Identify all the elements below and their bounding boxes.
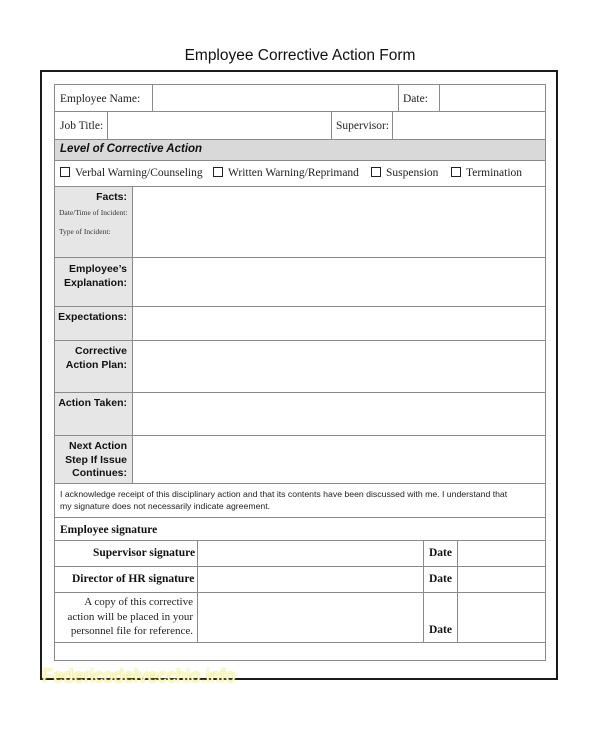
level-heading: Level of Corrective Action <box>60 143 203 155</box>
termination-checkbox[interactable] <box>451 167 522 179</box>
verbal-warning-checkbox[interactable] <box>60 167 203 179</box>
acknowledgement-row <box>54 484 546 518</box>
next-action-label-1: Next Action <box>69 440 127 452</box>
job-title-field[interactable] <box>108 114 330 137</box>
level-options-row <box>54 161 546 187</box>
divider <box>398 85 399 111</box>
option-label: Written Warning/Reprimand <box>228 167 359 179</box>
copy-note-line-3: personnel file for reference. <box>70 625 193 637</box>
date-label: Date: <box>403 93 428 105</box>
date-field[interactable] <box>440 87 544 109</box>
supervisor-date-label: Date <box>429 547 452 559</box>
watermark: Federicodelvecchio.info <box>42 666 236 686</box>
suspension-checkbox[interactable] <box>371 167 438 179</box>
copy-note-line-1: A copy of this corrective <box>84 596 193 608</box>
director-date-label: Date <box>429 573 452 585</box>
employee-explanation-label-2: Explanation: <box>63 277 127 289</box>
facts-label-cell <box>55 187 133 257</box>
employee-explanation-label-cell <box>55 258 133 306</box>
next-action-field[interactable] <box>134 438 543 481</box>
next-action-label-3: Continues: <box>72 467 127 479</box>
written-warning-checkbox[interactable] <box>213 167 359 179</box>
director-signature-field[interactable] <box>198 569 422 590</box>
employee-name-row <box>54 84 546 112</box>
employee-signature-label: Employee signature <box>60 524 158 536</box>
copy-note-text <box>67 595 193 639</box>
bottom-strip <box>54 643 546 661</box>
job-title-label: Job Title: <box>60 120 104 132</box>
next-action-row <box>54 436 546 484</box>
copy-note-row <box>54 593 546 643</box>
employee-explanation-row <box>54 258 546 307</box>
action-taken-label: Action Taken: <box>58 397 127 409</box>
action-taken-label-cell <box>55 393 133 435</box>
divider <box>197 593 198 642</box>
job-title-row <box>54 112 546 140</box>
corrective-action-plan-row <box>54 341 546 393</box>
employee-explanation-label-1: Employee’s <box>69 263 127 275</box>
employee-name-label: Employee Name: <box>60 93 141 105</box>
date-time-of-incident-label: Date/Time of Incident: <box>59 208 128 217</box>
facts-row <box>54 187 546 258</box>
checkbox-icon <box>371 167 381 177</box>
action-taken-row <box>54 393 546 436</box>
divider <box>423 541 424 566</box>
expectations-label-cell <box>55 307 133 340</box>
facts-field[interactable] <box>134 189 543 255</box>
employee-signature-row <box>54 518 546 541</box>
divider <box>423 593 424 642</box>
facts-label: Facts: <box>96 191 127 203</box>
employee-explanation-field[interactable] <box>134 260 543 304</box>
option-label: Suspension <box>386 167 439 179</box>
type-of-incident-label: Type of Incident: <box>59 227 111 236</box>
supervisor-date-field[interactable] <box>458 543 543 564</box>
checkbox-icon <box>213 167 223 177</box>
form-title: Employee Corrective Action Form <box>184 47 416 64</box>
divider <box>331 112 332 139</box>
option-label: Verbal Warning/Counseling <box>75 167 203 179</box>
corrective-action-plan-field[interactable] <box>134 343 543 390</box>
director-signature-label: Director of HR signature <box>72 573 195 585</box>
supervisor-signature-field[interactable] <box>198 543 422 564</box>
copy-note-line-2: action will be placed in your <box>67 610 193 623</box>
acknowledgement-line-1: I acknowledge receipt of this disciplinary action and that its contents have been discussed with me. I understand that <box>60 489 508 499</box>
supervisor-signature-label: Supervisor signature <box>93 547 196 559</box>
corrective-action-plan-label-2: Action Plan: <box>65 359 127 371</box>
employee-name-field[interactable] <box>153 87 397 109</box>
divider <box>457 593 458 642</box>
action-taken-field[interactable] <box>134 395 543 433</box>
checkbox-icon <box>60 167 70 177</box>
divider <box>423 567 424 592</box>
next-action-label-2: Step If Issue <box>65 454 127 466</box>
supervisor-signature-row <box>54 541 546 567</box>
expectations-row <box>54 307 546 341</box>
next-action-label-cell <box>55 436 133 483</box>
expectations-label: Expectations: <box>58 311 127 323</box>
director-date-field[interactable] <box>458 569 543 590</box>
supervisor-field[interactable] <box>393 114 543 137</box>
option-label: Termination <box>466 167 523 179</box>
expectations-field[interactable] <box>134 309 543 338</box>
acknowledgement-line-2: my signature does not necessarily indicate agreement. <box>60 501 271 511</box>
corrective-action-plan-label-cell <box>55 341 133 392</box>
checkbox-icon <box>451 167 461 177</box>
level-heading-row <box>54 140 546 161</box>
employee-signature-field[interactable] <box>165 520 543 538</box>
director-signature-row <box>54 567 546 593</box>
copy-note-date-label: Date <box>429 624 452 636</box>
acknowledgement-text <box>60 488 507 512</box>
supervisor-label: Supervisor: <box>336 120 390 132</box>
corrective-action-plan-label-1: Corrective <box>75 345 127 357</box>
